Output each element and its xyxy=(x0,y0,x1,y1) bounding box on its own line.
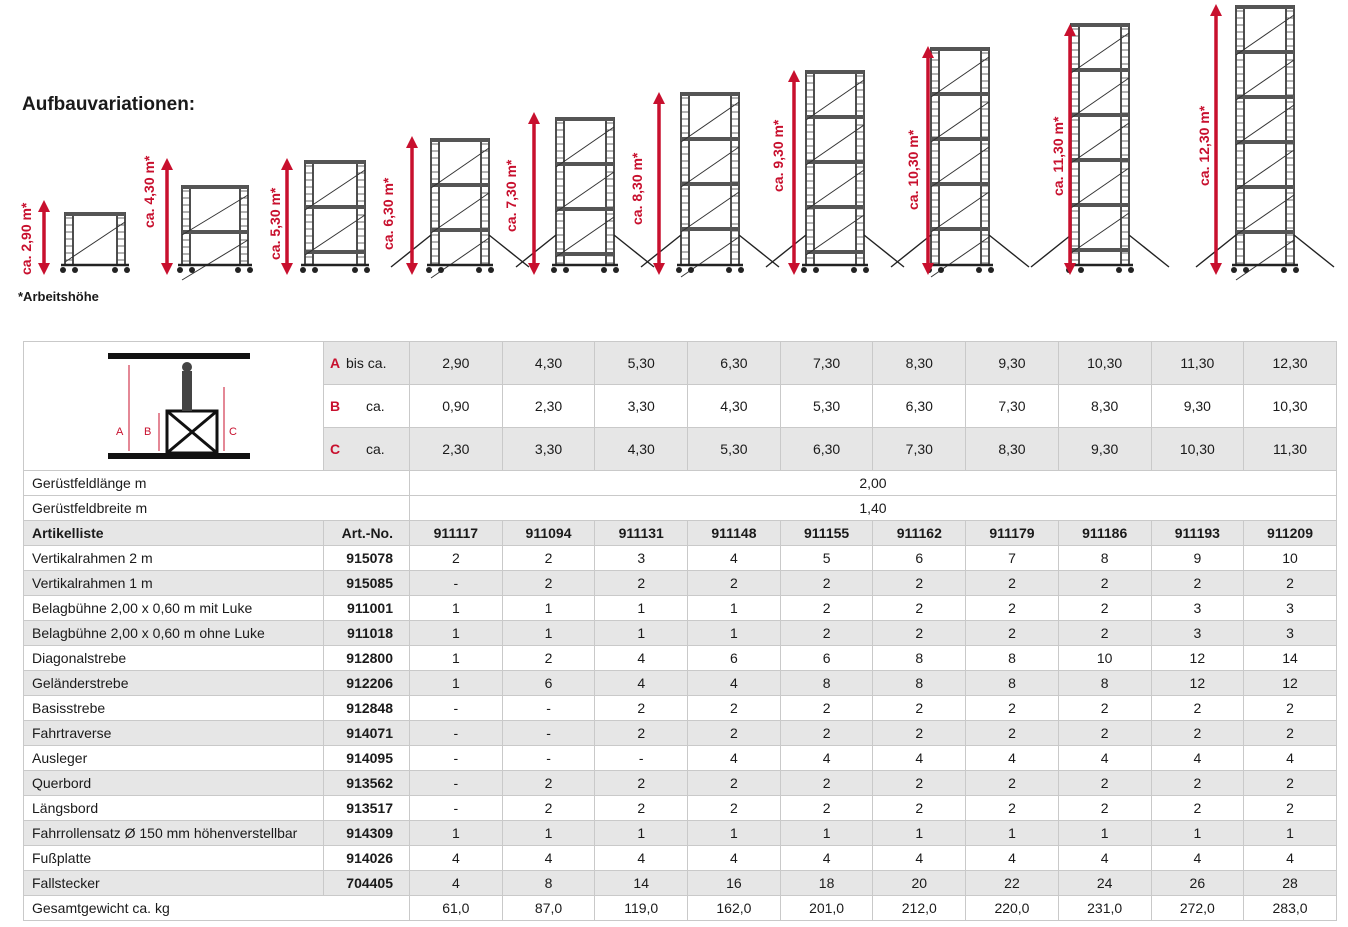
quantity-cell: 3 xyxy=(1244,621,1337,646)
article-name: Fußplatte xyxy=(24,846,324,871)
quantity-cell: 6 xyxy=(780,646,873,671)
quantity-cell: 22 xyxy=(966,871,1059,896)
quantity-cell: 4 xyxy=(688,671,781,696)
quantity-cell: 6 xyxy=(502,671,595,696)
dimension-letter: B xyxy=(330,398,341,414)
article-name: Belagbühne 2,00 x 0,60 m ohne Luke xyxy=(24,621,324,646)
quantity-cell: 2 xyxy=(688,721,781,746)
dimension-value: 3,30 xyxy=(502,428,595,471)
weight-cell: 87,0 xyxy=(502,896,595,921)
quantity-cell: 2 xyxy=(1244,696,1337,721)
dimension-key xyxy=(324,342,410,385)
article-name: Fahrtraverse xyxy=(24,721,324,746)
dimension-value: 0,90 xyxy=(410,385,503,428)
dimension-label: ca. xyxy=(362,441,385,457)
quantity-cell: 2 xyxy=(1151,721,1244,746)
quantity-cell: 1 xyxy=(410,671,503,696)
row-value: 1,40 xyxy=(410,496,1337,521)
dimension-value: 6,30 xyxy=(780,428,873,471)
dimension-key xyxy=(324,385,410,428)
quantity-cell: 2 xyxy=(502,796,595,821)
quantity-cell: 2 xyxy=(966,721,1059,746)
table-row xyxy=(24,721,1337,746)
dimension-value: 8,30 xyxy=(966,428,1059,471)
scaffold-illustrations xyxy=(0,0,1348,300)
quantity-cell: 2 xyxy=(780,621,873,646)
quantity-cell: 26 xyxy=(1151,871,1244,896)
quantity-cell: 6 xyxy=(688,646,781,671)
quantity-cell: 2 xyxy=(1058,696,1151,721)
quantity-cell: 1 xyxy=(410,596,503,621)
quantity-cell: 1 xyxy=(502,596,595,621)
quantity-cell: 2 xyxy=(873,621,966,646)
table-row xyxy=(24,771,1337,796)
footnote: *Arbeitshöhe xyxy=(18,289,99,304)
quantity-cell: 2 xyxy=(595,571,688,596)
column-header: 911162 xyxy=(873,521,966,546)
quantity-cell: 3 xyxy=(1244,596,1337,621)
scaffold-tower xyxy=(281,158,370,275)
quantity-cell: 2 xyxy=(780,571,873,596)
scaffold-tower xyxy=(1196,4,1334,280)
quantity-cell: - xyxy=(595,746,688,771)
article-header-row xyxy=(24,521,1337,546)
quantity-cell: 28 xyxy=(1244,871,1337,896)
field-length-row xyxy=(24,471,1337,496)
column-header: 911117 xyxy=(410,521,503,546)
quantity-cell: 7 xyxy=(966,546,1059,571)
row-label: Gesamtgewicht ca. kg xyxy=(24,896,410,921)
quantity-cell: 2 xyxy=(688,771,781,796)
quantity-cell: 4 xyxy=(780,846,873,871)
quantity-cell: 2 xyxy=(966,571,1059,596)
quantity-cell: 2 xyxy=(688,696,781,721)
quantity-cell: - xyxy=(410,796,503,821)
svg-text:B: B xyxy=(144,425,152,438)
quantity-cell: 2 xyxy=(780,771,873,796)
height-label: ca. 9,30 m* xyxy=(770,119,786,192)
quantity-cell: 8 xyxy=(1058,671,1151,696)
quantity-cell: 4 xyxy=(1058,746,1151,771)
quantity-cell: 2 xyxy=(966,696,1059,721)
dimension-value: 2,30 xyxy=(502,385,595,428)
article-name: Längsbord xyxy=(24,796,324,821)
dimension-value: 9,30 xyxy=(1151,385,1244,428)
quantity-cell: 1 xyxy=(595,821,688,846)
quantity-cell: 2 xyxy=(966,621,1059,646)
quantity-cell: 1 xyxy=(780,821,873,846)
table-row xyxy=(24,596,1337,621)
article-number: 914309 xyxy=(324,821,410,846)
quantity-cell: 2 xyxy=(1058,571,1151,596)
article-number: 913562 xyxy=(324,771,410,796)
article-number: 913517 xyxy=(324,796,410,821)
article-number: 914026 xyxy=(324,846,410,871)
table-row xyxy=(24,646,1337,671)
row-label: Gerüstfeldbreite m xyxy=(24,496,410,521)
quantity-cell: 2 xyxy=(502,771,595,796)
quantity-cell: 9 xyxy=(1151,546,1244,571)
quantity-cell: 2 xyxy=(873,571,966,596)
quantity-cell: 8 xyxy=(873,671,966,696)
table-row xyxy=(24,821,1337,846)
height-label: ca. 2,90 m* xyxy=(18,202,34,275)
height-label: ca. 7,30 m* xyxy=(503,159,519,232)
dimension-value: 9,30 xyxy=(966,342,1059,385)
dimension-value: 9,30 xyxy=(1058,428,1151,471)
article-name: Fallstecker xyxy=(24,871,324,896)
quantity-cell: 1 xyxy=(502,821,595,846)
field-width-row xyxy=(24,496,1337,521)
table-row xyxy=(24,546,1337,571)
quantity-cell: 2 xyxy=(688,571,781,596)
quantity-cell: 8 xyxy=(966,646,1059,671)
quantity-cell: 16 xyxy=(688,871,781,896)
quantity-cell: 1 xyxy=(502,621,595,646)
quantity-cell: 12 xyxy=(1151,671,1244,696)
quantity-cell: 10 xyxy=(1058,646,1151,671)
quantity-cell: 8 xyxy=(966,671,1059,696)
quantity-cell: 14 xyxy=(595,871,688,896)
dimension-value: 5,30 xyxy=(595,342,688,385)
dimension-value: 7,30 xyxy=(873,428,966,471)
dimension-row xyxy=(24,342,1337,385)
quantity-cell: 2 xyxy=(1151,771,1244,796)
quantity-cell: 1 xyxy=(688,821,781,846)
quantity-cell: 1 xyxy=(688,596,781,621)
dimension-label: ca. xyxy=(362,398,385,414)
article-name: Querbord xyxy=(24,771,324,796)
quantity-cell: 4 xyxy=(502,846,595,871)
dimension-value: 7,30 xyxy=(780,342,873,385)
table-row xyxy=(24,621,1337,646)
height-label: ca. 4,30 m* xyxy=(141,155,157,228)
dimension-letter: C xyxy=(330,441,341,457)
article-number: 915078 xyxy=(324,546,410,571)
dimension-value: 2,30 xyxy=(410,428,503,471)
quantity-cell: 1 xyxy=(410,646,503,671)
quantity-cell: 4 xyxy=(966,846,1059,871)
dimension-value: 5,30 xyxy=(688,428,781,471)
quantity-cell: 2 xyxy=(595,796,688,821)
article-name: Diagonalstrebe xyxy=(24,646,324,671)
quantity-cell: 12 xyxy=(1244,671,1337,696)
column-header: 911186 xyxy=(1058,521,1151,546)
dimension-value: 11,30 xyxy=(1244,428,1337,471)
quantity-cell: 8 xyxy=(1058,546,1151,571)
dimension-value: 11,30 xyxy=(1151,342,1244,385)
quantity-cell: 3 xyxy=(595,546,688,571)
height-label: ca. 12,30 m* xyxy=(1196,105,1212,186)
quantity-cell: - xyxy=(502,696,595,721)
dimension-value: 7,30 xyxy=(966,385,1059,428)
scaffold-tower xyxy=(766,70,904,275)
dimension-value: 3,30 xyxy=(595,385,688,428)
weight-cell: 61,0 xyxy=(410,896,503,921)
quantity-cell: 4 xyxy=(1244,746,1337,771)
quantity-cell: 2 xyxy=(1058,596,1151,621)
quantity-cell: 2 xyxy=(1058,796,1151,821)
quantity-cell: 2 xyxy=(780,721,873,746)
quantity-cell: - xyxy=(410,721,503,746)
dimension-value: 8,30 xyxy=(1058,385,1151,428)
column-header: 911209 xyxy=(1244,521,1337,546)
quantity-cell: 2 xyxy=(595,771,688,796)
article-number: 912206 xyxy=(324,671,410,696)
svg-text:C: C xyxy=(229,425,237,438)
dimension-label: bis ca. xyxy=(342,355,387,371)
dimension-value: 12,30 xyxy=(1244,342,1337,385)
table-row xyxy=(24,796,1337,821)
quantity-cell: 14 xyxy=(1244,646,1337,671)
dimension-value: 10,30 xyxy=(1058,342,1151,385)
table-row xyxy=(24,571,1337,596)
article-name: Basisstrebe xyxy=(24,696,324,721)
quantity-cell: 2 xyxy=(873,596,966,621)
dimension-value: 4,30 xyxy=(688,385,781,428)
quantity-cell: 1 xyxy=(410,821,503,846)
table-row xyxy=(24,696,1337,721)
quantity-cell: 5 xyxy=(780,546,873,571)
quantity-cell: 2 xyxy=(780,696,873,721)
quantity-cell: 2 xyxy=(1151,796,1244,821)
quantity-cell: 1 xyxy=(595,596,688,621)
quantity-cell: 2 xyxy=(873,696,966,721)
table-row xyxy=(24,671,1337,696)
quantity-cell: 4 xyxy=(780,746,873,771)
quantity-cell: 2 xyxy=(966,596,1059,621)
quantity-cell: 12 xyxy=(1151,646,1244,671)
quantity-cell: - xyxy=(410,771,503,796)
article-name: Geländerstrebe xyxy=(24,671,324,696)
quantity-cell: 2 xyxy=(966,771,1059,796)
quantity-cell: - xyxy=(410,746,503,771)
weight-cell: 231,0 xyxy=(1058,896,1151,921)
article-number: 911018 xyxy=(324,621,410,646)
quantity-cell: 2 xyxy=(1151,696,1244,721)
weight-cell: 272,0 xyxy=(1151,896,1244,921)
quantity-cell: 2 xyxy=(595,721,688,746)
total-weight-row xyxy=(24,896,1337,921)
article-name: Belagbühne 2,00 x 0,60 m mit Luke xyxy=(24,596,324,621)
quantity-cell: 3 xyxy=(1151,596,1244,621)
column-header: 911193 xyxy=(1151,521,1244,546)
table-row xyxy=(24,846,1337,871)
quantity-cell: 2 xyxy=(1244,721,1337,746)
height-label: ca. 5,30 m* xyxy=(267,187,283,260)
weight-cell: 283,0 xyxy=(1244,896,1337,921)
quantity-cell: 4 xyxy=(1151,746,1244,771)
article-number: 915085 xyxy=(324,571,410,596)
quantity-cell: 4 xyxy=(873,746,966,771)
article-number: 704405 xyxy=(324,871,410,896)
quantity-cell: 2 xyxy=(595,696,688,721)
article-number: 911001 xyxy=(324,596,410,621)
scaffold-tower xyxy=(641,92,779,277)
quantity-cell: 4 xyxy=(688,546,781,571)
quantity-cell: 2 xyxy=(966,796,1059,821)
weight-cell: 212,0 xyxy=(873,896,966,921)
quantity-cell: 4 xyxy=(688,846,781,871)
quantity-cell: 2 xyxy=(410,546,503,571)
weight-cell: 119,0 xyxy=(595,896,688,921)
quantity-cell: 18 xyxy=(780,871,873,896)
quantity-cell: 4 xyxy=(966,746,1059,771)
quantity-cell: 2 xyxy=(1244,771,1337,796)
quantity-cell: 4 xyxy=(410,846,503,871)
column-header: 911155 xyxy=(780,521,873,546)
quantity-cell: 2 xyxy=(873,771,966,796)
table-row xyxy=(24,871,1337,896)
article-name: Vertikalrahmen 1 m xyxy=(24,571,324,596)
article-number: 912848 xyxy=(324,696,410,721)
quantity-cell: 4 xyxy=(873,846,966,871)
quantity-cell: 8 xyxy=(780,671,873,696)
row-value: 2,00 xyxy=(410,471,1337,496)
quantity-cell: - xyxy=(502,721,595,746)
quantity-cell: 4 xyxy=(1058,846,1151,871)
quantity-cell: 2 xyxy=(1244,796,1337,821)
quantity-cell: 1 xyxy=(1151,821,1244,846)
quantity-cell: 2 xyxy=(688,796,781,821)
quantity-cell: - xyxy=(502,746,595,771)
quantity-cell: 2 xyxy=(873,796,966,821)
quantity-cell: 1 xyxy=(873,821,966,846)
svg-text:A: A xyxy=(116,425,124,438)
quantity-cell: 3 xyxy=(1151,621,1244,646)
quantity-cell: 1 xyxy=(966,821,1059,846)
quantity-cell: 24 xyxy=(1058,871,1151,896)
quantity-cell: 4 xyxy=(595,846,688,871)
dimension-value: 8,30 xyxy=(873,342,966,385)
dimension-value: 6,30 xyxy=(873,385,966,428)
height-label: ca. 8,30 m* xyxy=(629,152,645,225)
column-header: Artikelliste xyxy=(24,521,324,546)
column-header: 911148 xyxy=(688,521,781,546)
height-label: ca. 6,30 m* xyxy=(380,177,396,250)
dimension-value: 6,30 xyxy=(688,342,781,385)
dimension-value: 4,30 xyxy=(595,428,688,471)
quantity-cell: 1 xyxy=(1058,821,1151,846)
article-name: Ausleger xyxy=(24,746,324,771)
quantity-cell: 8 xyxy=(502,871,595,896)
dimension-value: 10,30 xyxy=(1151,428,1244,471)
quantity-cell: 2 xyxy=(873,721,966,746)
quantity-cell: 2 xyxy=(1244,571,1337,596)
article-name: Fahrrollensatz Ø 150 mm höhenverstellbar xyxy=(24,821,324,846)
dimension-diagram xyxy=(24,342,324,471)
table-row xyxy=(24,746,1337,771)
quantity-cell: 2 xyxy=(502,646,595,671)
quantity-cell: 4 xyxy=(595,646,688,671)
dimension-value: 2,90 xyxy=(410,342,503,385)
scaffold-tower xyxy=(161,158,253,280)
quantity-cell: 2 xyxy=(1058,721,1151,746)
quantity-cell: 2 xyxy=(1058,621,1151,646)
quantity-cell: 4 xyxy=(1151,846,1244,871)
column-header: 911179 xyxy=(966,521,1059,546)
row-label: Gerüstfeldlänge m xyxy=(24,471,410,496)
quantity-cell: 10 xyxy=(1244,546,1337,571)
article-number: 914095 xyxy=(324,746,410,771)
scaffold-diagram-icon xyxy=(24,343,324,467)
quantity-cell: - xyxy=(410,571,503,596)
quantity-cell: 4 xyxy=(688,746,781,771)
spec-table xyxy=(23,341,1337,921)
quantity-cell: 4 xyxy=(595,671,688,696)
dimension-value: 4,30 xyxy=(502,342,595,385)
column-header: 911094 xyxy=(502,521,595,546)
quantity-cell: 4 xyxy=(1244,846,1337,871)
weight-cell: 162,0 xyxy=(688,896,781,921)
page-title: Aufbauvariationen: xyxy=(22,94,196,115)
quantity-cell: 1 xyxy=(1244,821,1337,846)
quantity-cell: 1 xyxy=(688,621,781,646)
column-header: Art.-No. xyxy=(324,521,410,546)
weight-cell: 201,0 xyxy=(780,896,873,921)
quantity-cell: 6 xyxy=(873,546,966,571)
article-number: 914071 xyxy=(324,721,410,746)
height-label: ca. 10,30 m* xyxy=(905,129,921,210)
weight-cell: 220,0 xyxy=(966,896,1059,921)
quantity-cell: - xyxy=(410,696,503,721)
quantity-cell: 2 xyxy=(780,796,873,821)
height-label: ca. 11,30 m* xyxy=(1050,116,1066,196)
quantity-cell: 2 xyxy=(502,571,595,596)
article-number: 912800 xyxy=(324,646,410,671)
quantity-cell: 2 xyxy=(1151,571,1244,596)
scaffold-tower xyxy=(38,200,130,275)
column-header: 911131 xyxy=(595,521,688,546)
quantity-cell: 1 xyxy=(595,621,688,646)
quantity-cell: 8 xyxy=(873,646,966,671)
quantity-cell: 2 xyxy=(780,596,873,621)
article-name: Vertikalrahmen 2 m xyxy=(24,546,324,571)
dimension-key xyxy=(324,428,410,471)
quantity-cell: 2 xyxy=(502,546,595,571)
quantity-cell: 1 xyxy=(410,621,503,646)
dimension-letter: A xyxy=(330,355,341,371)
quantity-cell: 4 xyxy=(410,871,503,896)
dimension-value: 5,30 xyxy=(780,385,873,428)
dimension-value: 10,30 xyxy=(1244,385,1337,428)
quantity-cell: 20 xyxy=(873,871,966,896)
quantity-cell: 2 xyxy=(1058,771,1151,796)
